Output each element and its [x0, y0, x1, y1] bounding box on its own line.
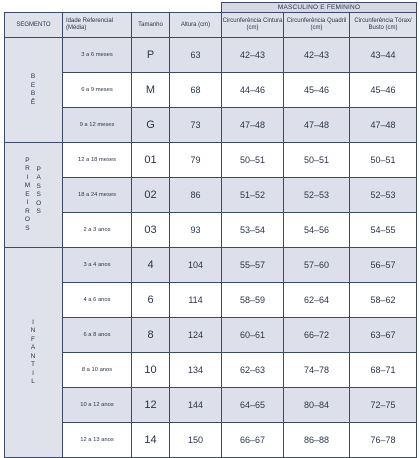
cell-idade: 3 a 4 anos: [63, 248, 132, 283]
cell-tamanho: 4: [132, 248, 170, 283]
segment-letter: R: [25, 207, 31, 215]
cell-idade: 18 a 24 meses: [63, 178, 132, 213]
segment-letter: A: [36, 174, 42, 182]
segment-letter: O: [36, 199, 43, 207]
cell-cintura: 58–59: [222, 283, 284, 318]
cell-quadril: 66–72: [284, 318, 350, 353]
col-header-cintura: Circunferência Cintura (cm): [222, 13, 284, 38]
size-table: [4, 2, 417, 458]
cell-altura: 63: [170, 38, 222, 73]
cell-altura: 104: [170, 248, 222, 283]
table-row: [5, 248, 417, 283]
segment-letter: B: [30, 90, 37, 97]
col-header-segmento: SEGMENTO: [5, 13, 63, 38]
cell-altura: 134: [170, 353, 222, 388]
cell-quadril: 54–56: [284, 213, 350, 248]
cell-altura: 124: [170, 318, 222, 353]
cell-tamanho: 02: [132, 178, 170, 213]
cell-quadril: 62–64: [284, 283, 350, 318]
segment-letter: M: [24, 182, 32, 190]
segment-letter: I: [32, 318, 35, 326]
cell-torax: 76–78: [350, 423, 417, 458]
cell-quadril: 50–51: [284, 143, 350, 178]
cell-cintura: 60–61: [222, 318, 284, 353]
cell-altura: 150: [170, 423, 222, 458]
segment-letter: R: [25, 165, 31, 173]
size-chart: [4, 2, 416, 458]
cell-altura: 68: [170, 73, 222, 108]
cell-cintura: 66–67: [222, 423, 284, 458]
column-header-row: [5, 13, 417, 38]
cell-idade: 10 a 12 anos: [63, 388, 132, 423]
segment-infantil: [5, 248, 63, 458]
segment-letter: I: [26, 173, 30, 181]
cell-altura: 144: [170, 388, 222, 423]
cell-idade: 12 a 18 meses: [63, 143, 132, 178]
cell-tamanho: 14: [132, 423, 170, 458]
cell-cintura: 64–65: [222, 388, 284, 423]
cell-quadril: 45–46: [284, 73, 350, 108]
cell-idade: 8 a 10 anos: [63, 353, 132, 388]
segment-letter: T: [31, 361, 36, 368]
segment-letter: I: [26, 199, 30, 207]
segment-letter: S: [36, 182, 42, 190]
cell-altura: 79: [170, 143, 222, 178]
segment-letter: A: [30, 344, 37, 351]
cell-idade: 6 a 9 meses: [63, 73, 132, 108]
segment-letter: E: [30, 81, 37, 89]
cell-torax: 47–48: [350, 108, 417, 143]
cell-idade: 12 a 13 anos: [63, 423, 132, 458]
cell-idade: 4 a 6 anos: [63, 283, 132, 318]
cell-tamanho: P: [132, 38, 170, 73]
segment-letter: E: [25, 190, 31, 198]
segment-letter: F: [31, 335, 36, 343]
cell-tamanho: 10: [132, 353, 170, 388]
table-row: [5, 73, 417, 108]
col-header-tamanho: Tamanho: [132, 13, 170, 38]
group-header-row: [5, 3, 417, 13]
cell-altura: 114: [170, 283, 222, 318]
cell-torax: 50–51: [350, 143, 417, 178]
cell-torax: 58–62: [350, 283, 417, 318]
segment-letter: S: [25, 224, 31, 232]
cell-tamanho: 03: [132, 213, 170, 248]
cell-torax: 56–57: [350, 248, 417, 283]
cell-tamanho: M: [132, 73, 170, 108]
table-row: [5, 388, 417, 423]
table-row: [5, 213, 417, 248]
cell-quadril: 74–78: [284, 353, 350, 388]
segment-letter: L: [31, 378, 36, 385]
cell-tamanho: 12: [132, 388, 170, 423]
col-header-idade: Idade Referencial (Média): [63, 13, 132, 38]
cell-idade: 2 a 3 anos: [63, 213, 132, 248]
table-row: [5, 423, 417, 458]
col-header-torax: Circunferência Tórax/ Busto (cm): [350, 13, 417, 38]
segment-letter: P: [25, 156, 31, 164]
segment-word-primeiros: [25, 157, 31, 234]
cell-torax: 52–53: [350, 178, 417, 213]
segment-letter: S: [36, 208, 42, 216]
cell-quadril: 42–43: [284, 38, 350, 73]
cell-altura: 93: [170, 213, 222, 248]
segment-letter: N: [30, 327, 37, 334]
cell-cintura: 53–54: [222, 213, 284, 248]
segment-letter: Ê: [30, 98, 37, 106]
cell-cintura: 44–46: [222, 73, 284, 108]
cell-quadril: 57–60: [284, 248, 350, 283]
cell-torax: 43–44: [350, 38, 417, 73]
segment-word-passos: [36, 157, 42, 217]
segment-letter: B: [30, 73, 37, 80]
cell-tamanho: 01: [132, 143, 170, 178]
cell-cintura: 62–63: [222, 353, 284, 388]
cell-torax: 54–55: [350, 213, 417, 248]
cell-torax: 72–75: [350, 388, 417, 423]
cell-quadril: 52–53: [284, 178, 350, 213]
col-header-quadril: Circunferência Quadril (cm): [284, 13, 350, 38]
table-row: [5, 353, 417, 388]
table-row: [5, 178, 417, 213]
segment-primeiros-passos: [5, 143, 63, 248]
table-row: [5, 38, 417, 73]
cell-tamanho: 8: [132, 318, 170, 353]
cell-tamanho: 6: [132, 283, 170, 318]
cell-altura: 73: [170, 108, 222, 143]
group-title: MASCULINO E FEMININO: [222, 3, 417, 13]
table-row: [5, 283, 417, 318]
cell-cintura: 55–57: [222, 248, 284, 283]
cell-cintura: 47–48: [222, 108, 284, 143]
cell-tamanho: G: [132, 108, 170, 143]
cell-torax: 68–71: [350, 353, 417, 388]
segment-letter: N: [30, 352, 37, 360]
col-header-altura: Altura (cm): [170, 13, 222, 38]
segment-letter: P: [36, 165, 42, 173]
cell-idade: 9 a 12 meses: [63, 108, 132, 143]
table-row: [5, 143, 417, 178]
segment-letter: I: [32, 369, 35, 377]
cell-cintura: 51–52: [222, 178, 284, 213]
cell-idade: 3 a 6 meses: [63, 38, 132, 73]
table-row: [5, 318, 417, 353]
cell-torax: 63–67: [350, 318, 417, 353]
cell-cintura: 50–51: [222, 143, 284, 178]
cell-idade: 6 a 8 anos: [63, 318, 132, 353]
cell-altura: 86: [170, 178, 222, 213]
cell-quadril: 47–48: [284, 108, 350, 143]
segment-bebe: [5, 38, 63, 143]
cell-torax: 45–46: [350, 73, 417, 108]
segment-letter: O: [24, 216, 31, 224]
cell-cintura: 42–43: [222, 38, 284, 73]
cell-quadril: 86–88: [284, 423, 350, 458]
table-row: [5, 108, 417, 143]
segment-letter: S: [36, 191, 42, 199]
cell-quadril: 80–84: [284, 388, 350, 423]
